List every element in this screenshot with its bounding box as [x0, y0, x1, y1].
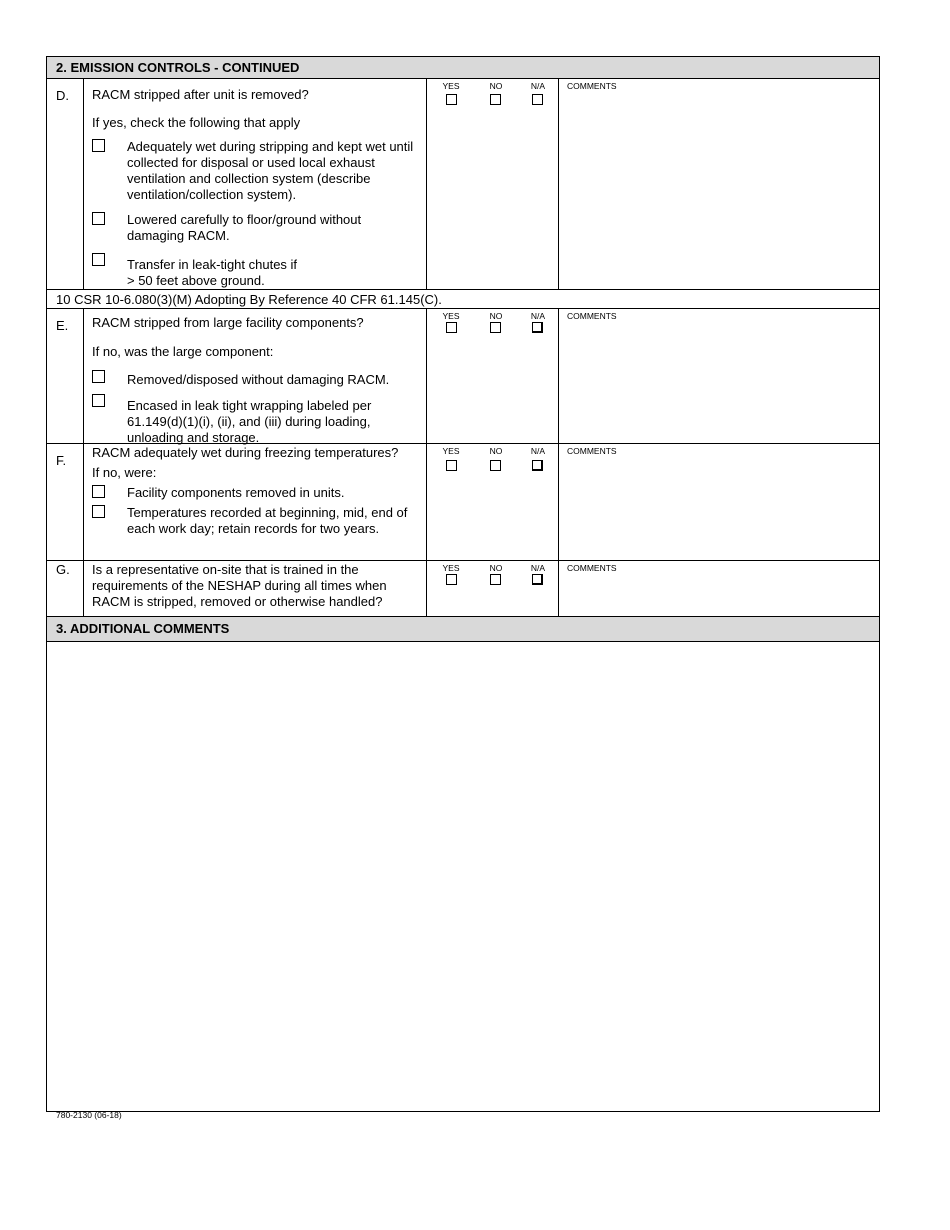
no-label: NO — [489, 311, 503, 321]
item-g-answer-cell — [427, 561, 559, 616]
item-e-option-2-label: Encased in leak tight wrapping labeled per 61.149(d)(1)(i), (ii), and (iii) during loading, unloading and storage. — [127, 398, 372, 445]
item-d-option-2 — [92, 212, 418, 244]
item-d-option-2-checkbox[interactable] — [92, 212, 105, 225]
item-f-na-checkbox[interactable] — [532, 460, 543, 471]
item-d-row — [47, 79, 879, 290]
item-g-comments-cell[interactable] — [559, 561, 879, 616]
item-d-option-3 — [92, 253, 418, 289]
na-label: N/A — [530, 563, 546, 573]
item-f-option-1-checkbox[interactable] — [92, 485, 105, 498]
form-number: 780-2130 (06-18) — [56, 1110, 122, 1120]
yes-label: YES — [442, 563, 460, 573]
yes-label: YES — [442, 81, 460, 91]
item-e-na-checkbox[interactable] — [532, 322, 543, 333]
comments-label: COMMENTS — [567, 311, 617, 321]
item-d-option-1-checkbox[interactable] — [92, 139, 105, 152]
item-d-subtext: If yes, check the following that apply — [92, 115, 301, 130]
item-d-option-1 — [92, 139, 418, 203]
item-g-yes-checkbox[interactable] — [446, 574, 457, 585]
no-label: NO — [489, 563, 503, 573]
item-e-letter: E. — [47, 309, 84, 443]
item-g-question-cell — [84, 561, 427, 616]
no-label: NO — [489, 446, 503, 456]
item-g-na-checkbox[interactable] — [532, 574, 543, 585]
item-e-yes-checkbox[interactable] — [446, 322, 457, 333]
item-e-answer-cell — [427, 309, 559, 443]
item-d-letter: D. — [47, 79, 84, 289]
item-d-na-checkbox[interactable] — [532, 94, 543, 105]
item-d-yes-checkbox[interactable] — [446, 94, 457, 105]
regulation-reference: 10 CSR 10-6.080(3)(M) Adopting By Reference 40 CFR 61.145(C). — [47, 290, 879, 309]
comments-label: COMMENTS — [567, 563, 617, 573]
item-g-letter: G. — [47, 561, 84, 616]
item-f-option-2-label: Temperatures recorded at beginning, mid, end of each work day; retain records for two years. — [127, 505, 408, 536]
item-e-question: RACM stripped from large facility components? — [92, 315, 364, 330]
item-f-option-1 — [92, 485, 418, 501]
item-d-option-3-label: Transfer in leak-tight chutes if — [127, 257, 298, 272]
item-f-letter: F. — [47, 444, 84, 560]
item-f-option-2 — [92, 505, 418, 537]
item-f-option-1-label: Facility components removed in units. — [127, 485, 345, 500]
item-f-no-checkbox[interactable] — [490, 460, 501, 471]
additional-comments-area[interactable] — [47, 642, 879, 1111]
item-d-option-3-label-cont: > 50 feet above ground. — [127, 273, 265, 288]
section-3-header: 3. ADDITIONAL COMMENTS — [47, 617, 879, 642]
item-f-answer-cell — [427, 444, 559, 560]
item-e-subtext: If no, was the large component: — [92, 344, 274, 359]
item-e-no-checkbox[interactable] — [490, 322, 501, 333]
item-g-row — [47, 561, 879, 617]
item-e-option-1-label: Removed/disposed without damaging RACM. — [127, 372, 390, 387]
item-e-comments-cell[interactable] — [559, 309, 879, 443]
item-f-row — [47, 444, 879, 561]
item-e-option-2-checkbox[interactable] — [92, 394, 105, 407]
section-2-header: 2. EMISSION CONTROLS - CONTINUED — [47, 57, 879, 79]
item-f-question-cell — [84, 444, 427, 560]
item-d-no-checkbox[interactable] — [490, 94, 501, 105]
item-d-answer-cell — [427, 79, 559, 289]
item-e-option-1-checkbox[interactable] — [92, 370, 105, 383]
item-e-question-cell — [84, 309, 427, 443]
item-e-option-2 — [92, 394, 418, 446]
comments-label: COMMENTS — [567, 446, 617, 456]
na-label: N/A — [530, 446, 546, 456]
item-d-question: RACM stripped after unit is removed? — [92, 87, 309, 102]
yes-label: YES — [442, 446, 460, 456]
item-d-comments-cell[interactable] — [559, 79, 879, 289]
yes-label: YES — [442, 311, 460, 321]
inspection-form — [46, 56, 880, 1112]
item-e-row — [47, 309, 879, 444]
na-label: N/A — [530, 81, 546, 91]
item-e-option-1 — [92, 370, 418, 388]
item-f-comments-cell[interactable] — [559, 444, 879, 560]
item-f-yes-checkbox[interactable] — [446, 460, 457, 471]
no-label: NO — [489, 81, 503, 91]
item-d-question-cell — [84, 79, 427, 289]
item-f-subtext: If no, were: — [92, 465, 157, 480]
item-f-option-2-checkbox[interactable] — [92, 505, 105, 518]
item-g-no-checkbox[interactable] — [490, 574, 501, 585]
item-d-option-3-checkbox[interactable] — [92, 253, 105, 266]
item-d-option-1-label: Adequately wet during stripping and kept wet until collected for disposal or used local exhaust ventilation and collection system (describe ventilation/collection system). — [127, 139, 414, 202]
na-label: N/A — [530, 311, 546, 321]
item-d-option-2-label: Lowered carefully to floor/ground without damaging RACM. — [127, 212, 362, 243]
item-f-question: RACM adequately wet during freezing temperatures? — [92, 445, 399, 460]
item-g-question: Is a representative on-site that is trained in the requirements of the NESHAP during all times when RACM is stripped, removed or otherwise handled? — [92, 562, 387, 609]
comments-label: COMMENTS — [567, 81, 617, 91]
